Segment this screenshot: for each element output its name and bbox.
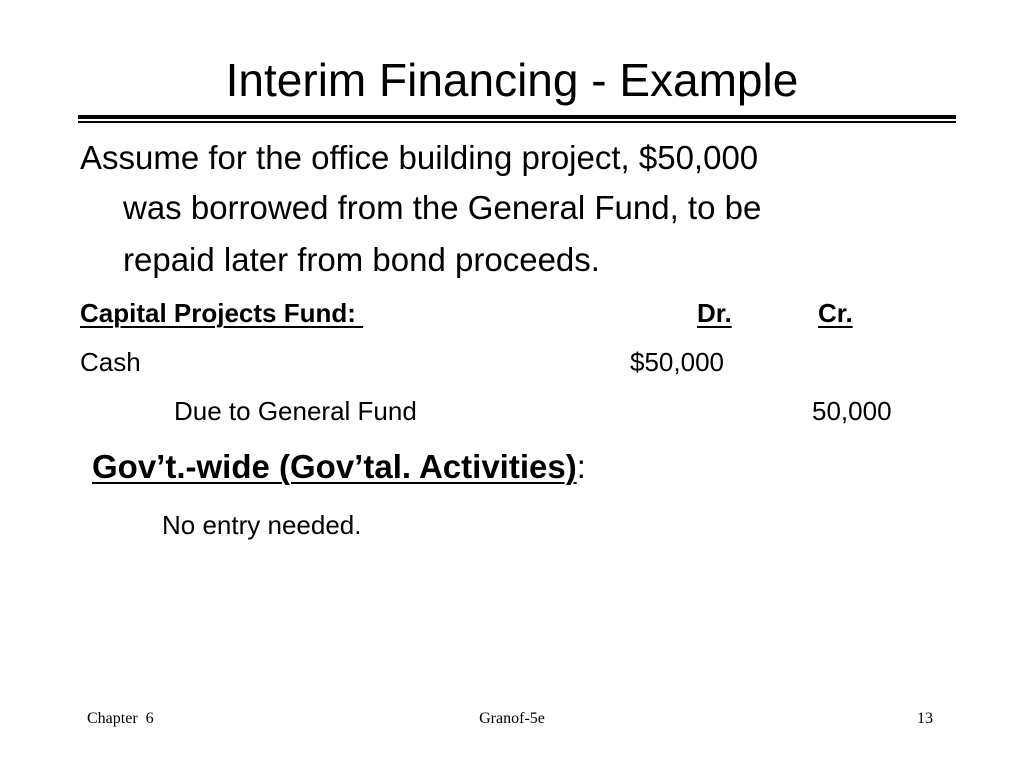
intro-line-2: was borrowed from the General Fund, to be [123,189,762,226]
govt-wide-heading-colon: : [576,448,586,485]
entry-debit-cash: $50,000 [630,347,724,377]
govt-wide-heading: Gov’t.-wide (Gov’tal. Activities) [92,448,577,485]
intro-line-1: Assume for the office building project, $50,000 [80,139,759,176]
footer-book: Granof-5e [479,710,545,727]
debit-column-header: Dr. [697,298,732,328]
govt-wide-heading-row [92,447,586,487]
entry-credit-due-to-general-fund: 50,000 [812,396,892,426]
slide-title: Interim Financing - Example [225,54,799,106]
entry-account-due-to-general-fund: Due to General Fund [174,396,417,426]
credit-column-header: Cr. [818,298,853,328]
title-divider-thick [78,115,956,119]
entry-account-cash: Cash [80,347,141,377]
footer-page-number: 13 [917,710,933,727]
no-entry-note: No entry needed. [162,510,362,540]
title-divider-thin [78,121,956,123]
footer-chapter: Chapter 6 [87,710,154,727]
capital-projects-heading: Capital Projects Fund: [80,298,364,328]
intro-line-3: repaid later from bond proceeds. [123,241,600,278]
